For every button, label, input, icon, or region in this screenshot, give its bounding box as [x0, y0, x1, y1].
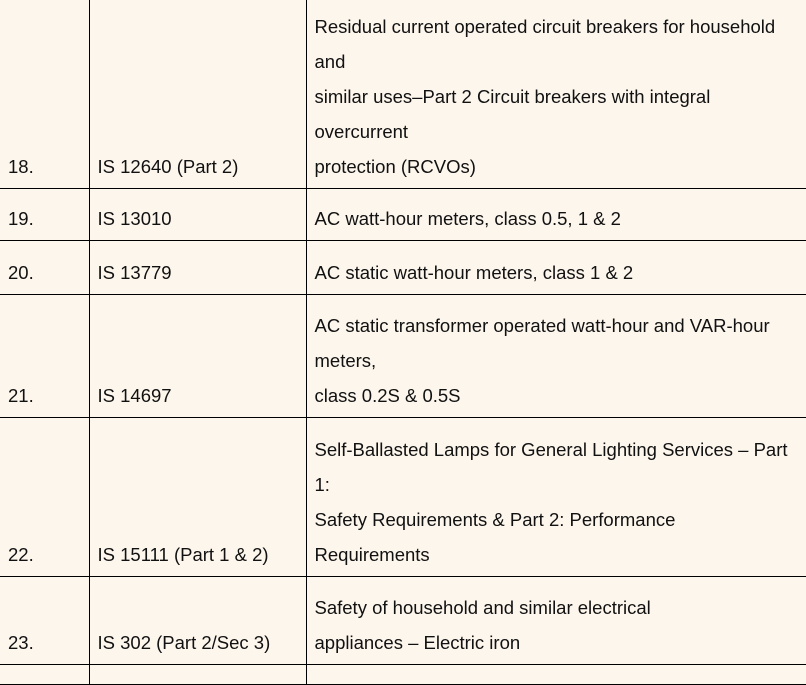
- description-line: class 0.2S & 0.5S: [315, 378, 806, 413]
- description-line: Self-Ballasted Lamps for General Lighting Services – Part: [315, 432, 806, 467]
- standard-description: [306, 418, 806, 577]
- standard-code: IS 13779: [89, 241, 306, 295]
- standard-description: [306, 665, 806, 685]
- row-number: 19.: [0, 189, 89, 241]
- standard-code: IS 13010: [89, 189, 306, 241]
- standard-description: [306, 295, 806, 418]
- table-row: [0, 295, 806, 418]
- row-number: 20.: [0, 241, 89, 295]
- standard-description: [306, 0, 806, 189]
- row-number: 23.: [0, 577, 89, 665]
- row-number: 22.: [0, 418, 89, 577]
- table-row: [0, 241, 806, 295]
- description-line: and: [315, 44, 806, 79]
- description-line: protection (RCVOs): [315, 149, 806, 184]
- standard-code: IS 14697: [89, 295, 306, 418]
- row-number: [0, 665, 89, 685]
- table-row: [0, 418, 806, 577]
- standard-code: [89, 665, 306, 685]
- row-number: 18.: [0, 0, 89, 189]
- standard-code: IS 302 (Part 2/Sec 3): [89, 577, 306, 665]
- standard-code: IS 12640 (Part 2): [89, 0, 306, 189]
- table-row: [0, 0, 806, 189]
- description-line: AC static transformer operated watt-hour and VAR-hour: [315, 308, 806, 343]
- table-row: [0, 189, 806, 241]
- description-line: Residual current operated circuit breakers for household: [315, 9, 806, 44]
- description-line: 1:: [315, 467, 806, 502]
- standard-description: [306, 189, 806, 241]
- table-row: [0, 665, 806, 685]
- table-row: [0, 577, 806, 665]
- row-number: 21.: [0, 295, 89, 418]
- description-line: Safety of household and similar electrical: [315, 590, 806, 625]
- description-line: AC static watt-hour meters, class 1 & 2: [315, 255, 806, 290]
- standard-description: [306, 577, 806, 665]
- description-line: meters,: [315, 343, 806, 378]
- description-line: Safety Requirements & Part 2: Performance: [315, 502, 806, 537]
- description-line: overcurrent: [315, 114, 806, 149]
- standard-code: IS 15111 (Part 1 & 2): [89, 418, 306, 577]
- standard-description: [306, 241, 806, 295]
- description-line: AC watt-hour meters, class 0.5, 1 & 2: [315, 201, 806, 236]
- description-line: Requirements: [315, 537, 806, 572]
- description-line: appliances – Electric iron: [315, 625, 806, 660]
- description-line: similar uses–Part 2 Circuit breakers with integral: [315, 79, 806, 114]
